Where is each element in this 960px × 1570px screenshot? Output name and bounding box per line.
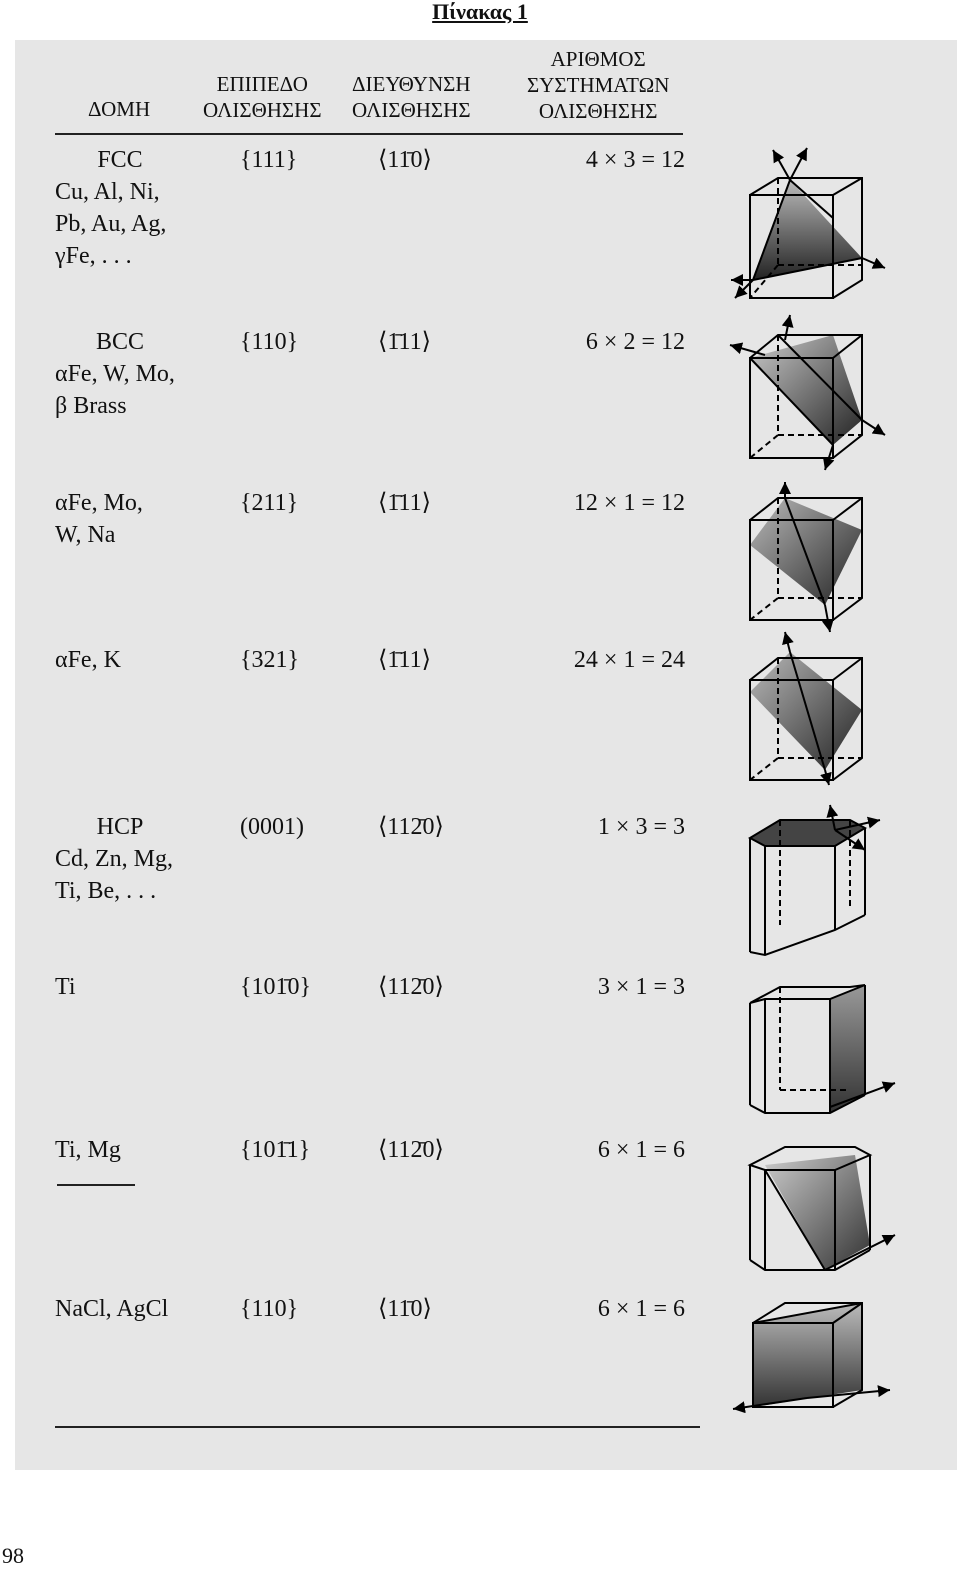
row-ti-direction: ⟨112̄0⟩ bbox=[378, 974, 444, 1000]
bcc-321-slip-cube-illustration bbox=[725, 630, 895, 790]
short-underline bbox=[57, 1184, 135, 1186]
header-plane-line2: ΟΛΙΣΘΗΣΗΣ bbox=[203, 98, 322, 122]
header-count-line3: ΟΛΙΣΘΗΣΗΣ bbox=[538, 99, 658, 123]
row-fcc-direction: ⟨11̄0⟩ bbox=[378, 147, 432, 173]
row-fcc-count: 4 × 3 = 12 bbox=[585, 147, 685, 173]
structure-metals: β Brass bbox=[55, 393, 127, 419]
basal-plane-shading bbox=[750, 820, 865, 846]
row-ti-mg-direction: ⟨112̄0⟩ bbox=[378, 1137, 444, 1163]
row-nacl-count: 6 × 1 = 6 bbox=[597, 1296, 685, 1322]
pyramidal-plane-shading bbox=[765, 1155, 870, 1270]
header-count-line1: ΑΡΙΘΜΟΣ bbox=[550, 47, 646, 71]
row-ti-mg-plane: {101̄1} bbox=[240, 1137, 311, 1163]
row-bcc-direction: ⟨1̄11⟩ bbox=[378, 329, 431, 355]
row-211-structure bbox=[55, 487, 225, 551]
hcp-pyramidal-slip-prism-illustration bbox=[740, 1135, 900, 1285]
row-hcp-structure bbox=[55, 811, 225, 907]
bcc-110-slip-cube-illustration bbox=[725, 310, 895, 480]
table-bottom-rule bbox=[55, 1426, 700, 1428]
structure-label: BCC bbox=[95, 329, 145, 355]
row-hcp-count: 1 × 3 = 3 bbox=[597, 814, 685, 840]
row-ti-mg-structure bbox=[55, 1134, 225, 1166]
header-direction-line2: ΟΛΙΣΘΗΣΗΣ bbox=[352, 98, 471, 122]
structure-metals: Cd, Zn, Mg, bbox=[55, 846, 174, 872]
row-hcp-plane: (0001) bbox=[240, 814, 304, 840]
row-321-plane: {321} bbox=[240, 647, 300, 673]
structure-metals: Cu, Al, Ni, bbox=[55, 179, 160, 205]
row-fcc-plane: {111} bbox=[240, 147, 298, 173]
fcc-slip-cube-illustration bbox=[725, 140, 895, 310]
row-ti-structure bbox=[55, 971, 225, 1003]
row-hcp-direction: ⟨112̄0⟩ bbox=[378, 814, 444, 840]
row-321-count: 24 × 1 = 24 bbox=[573, 647, 685, 673]
structure-metals: γFe, . . . bbox=[55, 243, 132, 269]
header-structure: ΔΟΜΗ bbox=[88, 97, 151, 121]
header-direction-line1: ΔΙΕΥΘΥΝΣΗ bbox=[352, 72, 471, 96]
row-ti-mg-count: 6 × 1 = 6 bbox=[597, 1137, 685, 1163]
header-plane-line1: ΕΠΙΠΕΔΟ bbox=[216, 72, 308, 96]
row-211-plane: {211} bbox=[240, 490, 299, 516]
structure-metals: Ti, Be, . . . bbox=[55, 878, 157, 904]
row-321-structure bbox=[55, 644, 225, 676]
hcp-prismatic-slip-prism-illustration bbox=[740, 975, 900, 1130]
row-nacl-structure bbox=[55, 1293, 225, 1325]
row-nacl-plane: {110} bbox=[240, 1296, 299, 1322]
structure-metals: αFe, K bbox=[55, 647, 121, 673]
structure-metals: αFe, W, Mo, bbox=[55, 361, 175, 387]
row-ti-plane: {101̄0} bbox=[240, 974, 312, 1000]
slip-plane-shading bbox=[753, 1303, 862, 1407]
bcc-211-slip-cube-illustration bbox=[725, 480, 895, 640]
header-plane bbox=[203, 71, 322, 123]
structure-label: HCP bbox=[96, 814, 144, 840]
row-fcc-structure bbox=[55, 144, 225, 272]
prismatic-plane-shading bbox=[830, 985, 865, 1113]
page-number: 98 bbox=[2, 1543, 24, 1568]
page-title: Πίνακας 1 bbox=[432, 0, 528, 24]
row-321-direction: ⟨1̄11⟩ bbox=[378, 647, 431, 673]
row-bcc-structure bbox=[55, 326, 225, 422]
structure-metals: Ti, Mg bbox=[55, 1137, 121, 1163]
structure-label: FCC bbox=[97, 147, 143, 173]
nacl-110-slip-cube-illustration bbox=[725, 1295, 900, 1435]
slip-plane-shading bbox=[750, 335, 862, 445]
row-bcc-plane: {110} bbox=[240, 329, 299, 355]
row-211-direction: ⟨1̄11⟩ bbox=[378, 490, 431, 516]
header-rule bbox=[55, 133, 683, 135]
structure-metals: αFe, Mo, bbox=[55, 490, 143, 516]
row-bcc-count: 6 × 2 = 12 bbox=[585, 329, 685, 355]
row-211-count: 12 × 1 = 12 bbox=[573, 490, 685, 516]
structure-metals: Pb, Au, Ag, bbox=[55, 211, 167, 237]
row-ti-count: 3 × 1 = 3 bbox=[597, 974, 685, 1000]
header-direction bbox=[352, 71, 471, 123]
header-count-line2: ΣΥΣΤΗΜΑΤΩΝ bbox=[527, 73, 670, 97]
hcp-basal-slip-prism-illustration bbox=[740, 800, 900, 960]
structure-metals: NaCl, AgCl bbox=[55, 1296, 169, 1322]
structure-metals: W, Na bbox=[55, 522, 116, 548]
row-nacl-direction: ⟨11̄0⟩ bbox=[378, 1296, 432, 1322]
structure-metals: Ti bbox=[55, 974, 76, 1000]
header-count bbox=[527, 46, 669, 124]
